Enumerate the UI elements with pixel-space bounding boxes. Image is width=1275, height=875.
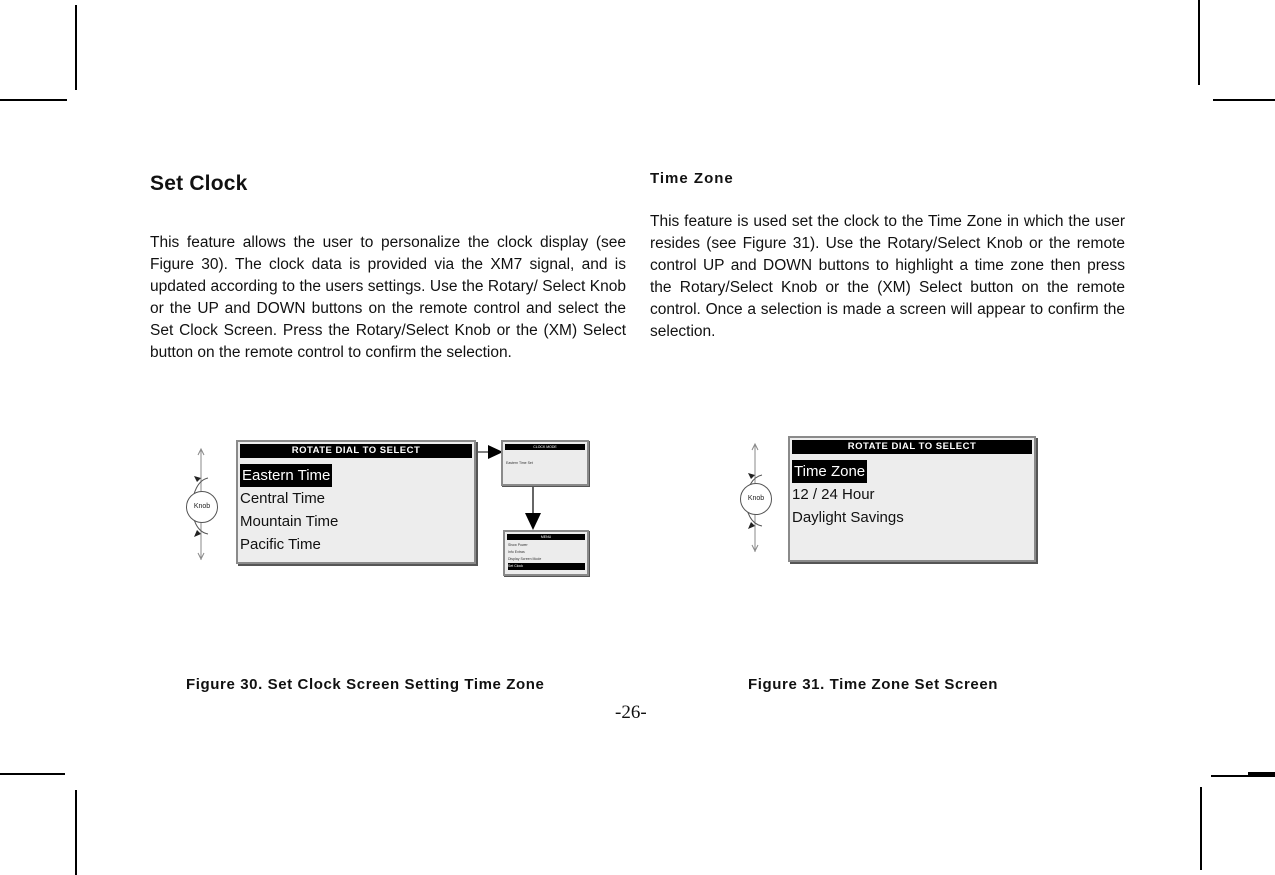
- lcd-screen: [788, 436, 1036, 562]
- menu-item-label: Eastern Time: [240, 464, 332, 487]
- menu-item: Set Clock: [508, 563, 585, 570]
- screen-title: CLOCK MODE: [505, 444, 585, 450]
- figure-caption: Figure 30. Set Clock Screen Setting Time Zone: [186, 676, 545, 693]
- knob-icon: Knob: [186, 491, 218, 523]
- screen-title: ROTATE DIAL TO SELECT: [792, 440, 1032, 454]
- menu-item: Display Screen Mode: [508, 557, 542, 561]
- mini-screen-clock-mode: [501, 440, 589, 486]
- lcd-screen: [236, 440, 476, 564]
- knob-icon: Knob: [740, 483, 772, 515]
- menu-item: Mountain Time: [240, 513, 339, 530]
- screen-title: MENU: [507, 534, 585, 540]
- section-body: This feature allows the user to personalize the clock display (see Figure 30). The clock data is provided via the XM7 signal, and is updated according to the users settings. Use the Rotary/ Select Knob or the UP and DOWN buttons on the remote control and select the Set Clock Screen. Press the Rotary/Select Knob or the (XM) Select button on the remote control to confirm the selection.: [150, 234, 626, 361]
- menu-item: Pacific Time: [240, 536, 321, 553]
- menu-item: Central Time: [240, 490, 326, 507]
- menu-item: [238, 464, 474, 487]
- menu-item: 12 / 24 Hour: [792, 486, 875, 503]
- menu-item: Info Extras: [508, 550, 525, 554]
- mini-screen-menu: [503, 530, 589, 576]
- section-heading: Set Clock: [150, 172, 248, 195]
- menu-item: [790, 460, 1034, 483]
- page-number: -26-: [615, 702, 647, 723]
- section-heading: Time Zone: [650, 170, 734, 187]
- menu-item: Eastern Time Set: [506, 461, 533, 465]
- menu-item-label: Time Zone: [792, 460, 867, 483]
- figure-caption: Figure 31. Time Zone Set Screen: [748, 676, 999, 693]
- menu-item: Show Power: [508, 543, 528, 547]
- menu-item: Daylight Savings: [792, 509, 904, 526]
- screen-title: ROTATE DIAL TO SELECT: [240, 444, 472, 458]
- section-body: This feature is used set the clock to the Time Zone in which the user resides (see Figure 31). Use the Rotary/Select Knob or the remote control UP and DOWN buttons to highlight a time zone then press the Rotary/Select Knob or the (XM) Select button on the remote control. Once a selection is made a screen will appear to confirm the selection.: [650, 213, 1125, 340]
